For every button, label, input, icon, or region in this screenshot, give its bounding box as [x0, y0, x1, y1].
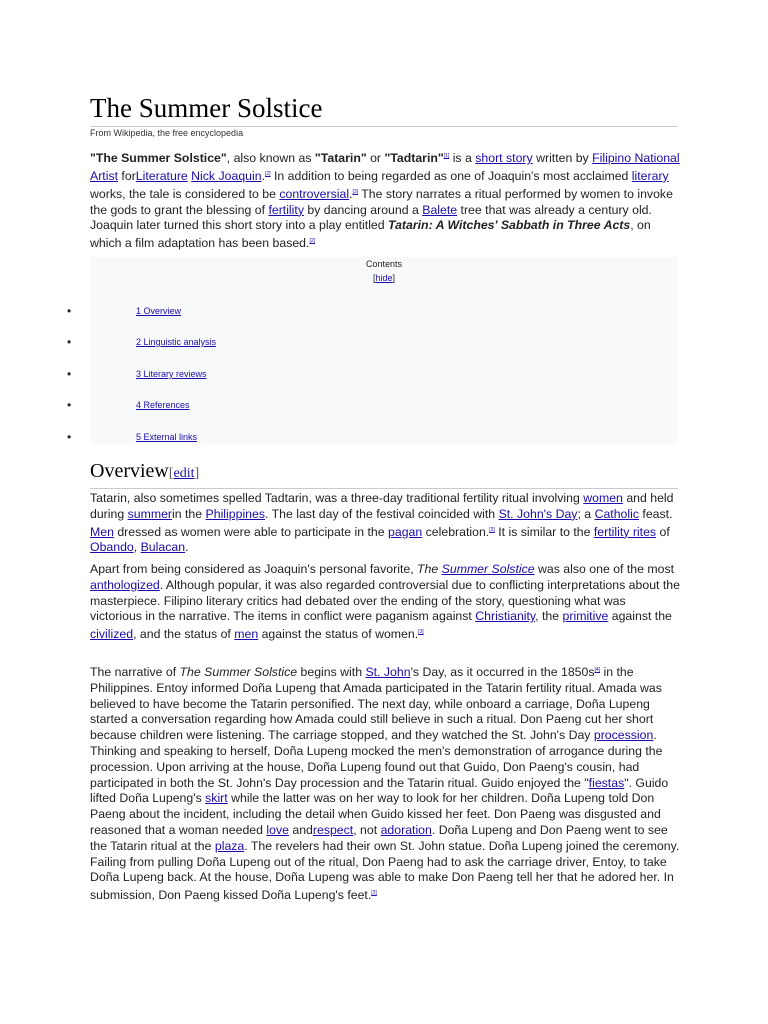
link-anthologized[interactable]: anthologized [90, 577, 160, 592]
link-christianity[interactable]: Christianity [475, 609, 536, 624]
bullet-icon: • [67, 430, 72, 444]
overview-paragraph-3: The narrative of The Summer Solstice begins with St. John's Day, as it occurred in the 1850s[4] in the Philippines. Entoy informed Doña Lupeng that Amada participated in the Tatarin fertility ritual. Amada was believed to have become the Tatarin personified. The next day, while onboard a carriage, Doña Lupeng started a conversation regarding how Amada could still believe in such a ritual. Don Paeng cut her short because children were listening. The carriage stopped, and they watched the St. John's Day procession. Thinking and speaking to herself, Doña Lupeng mocked the men's demonstration of arrogance during the procession. Upon arriving at the house, Doña Lupeng found out that Guido, Don Paeng's cousin, had participated in both the St. John's Day procession and the Tatarin ritual. Guido enjoyed the "fiestas". Guido lifted Doña Lupeng's skirt while the latter was on her way to look for her children. Doña Lupeng told Don Paeng about the incident, including the detail when Guido kissed her feet. Don Paeng was disgusted and reasoned that a woman needed love andrespect, not adoration. Doña Lupeng and Don Paeng went to see the Tatarin ritual at the plaza. The revelers had their own St. John statue. Doña Lupeng joined the ceremony. Failing from pulling Doña Lupeng out of the ritual, Don Paeng had to ask the carriage driver, Entoy, to take Doña Lupeng back. At the house, Doña Lupeng was able to make Don Paeng tell her that he adored her. In submission, Don Paeng kissed Doña Lupeng's feet.[3] [90, 665, 680, 903]
intro-text: . [349, 186, 353, 201]
link-literary[interactable]: literary [631, 168, 669, 183]
intro-text: for [118, 168, 136, 183]
section-heading-overview: Overview[edit] [90, 458, 678, 489]
tagline: From Wikipedia, the free encyclopedia [90, 128, 244, 138]
intro-text: In addition to being regarded as one of Joaquin's most acclaimed [270, 168, 632, 183]
link-fertility[interactable]: fertility [268, 202, 304, 217]
link-short-story[interactable]: short story [475, 151, 533, 166]
link-st-john[interactable]: St. John [365, 665, 411, 680]
bullet-icon: • [67, 304, 72, 318]
edit-section: [edit] [168, 466, 200, 481]
link-love[interactable]: love [266, 823, 289, 838]
reference-link[interactable]: [2] [309, 238, 316, 245]
toc-link-linguistic-analysis[interactable]: 2 Linguistic analysis [136, 337, 217, 347]
intro-text: written by [532, 151, 593, 166]
link-summer-solstice[interactable]: Summer Solstice [441, 562, 535, 576]
link-balete[interactable]: Balete [422, 202, 458, 217]
link-skirt[interactable]: skirt [205, 791, 228, 806]
link-men[interactable]: Men [90, 524, 114, 539]
overview-paragraph-2: Apart from being considered as Joaquin's personal favorite, The Summer Solstice was also one of the most anthologized. Although popular, it was also regarded controversial due to conflicting interpretations about the masterpiece. Filipino literary critics had debated over the ending of the story, questioning what was victorious in the narrative. The items in conflict were paganism against Christianity, the primitive against the civilized, and the status of men against the status of women.[3] [90, 562, 680, 642]
link-nick-joaquin[interactable]: Nick Joaquin [191, 168, 262, 183]
intro-text: is a [449, 151, 476, 166]
link-pagan[interactable]: pagan [388, 524, 423, 539]
link-filipino-national-artist[interactable]: Filipino National Artist [90, 151, 680, 183]
link-controversial[interactable]: controversial [279, 186, 350, 201]
toc-title: Contents [365, 259, 403, 269]
intro-paragraph [90, 149, 680, 252]
edit-link[interactable]: edit [173, 466, 195, 481]
link-philippines[interactable]: Philippines [205, 506, 266, 521]
reference-link[interactable]: [3] [418, 629, 424, 636]
intro-text: . [261, 168, 265, 183]
intro-text: works, the tale is considered to be [90, 186, 280, 201]
link-respect[interactable]: respect [312, 823, 354, 838]
table-of-contents [67, 257, 678, 444]
play-title: Tatarin: A Witches' Sabbath in Three Acts [388, 218, 631, 233]
link-fertility-rites[interactable]: fertility rites [593, 524, 657, 539]
link-fiestas[interactable]: fiestas [588, 775, 625, 790]
link-plaza[interactable]: plaza [214, 838, 245, 853]
bullet-icon: • [67, 335, 72, 349]
link-procession[interactable]: procession [593, 728, 654, 743]
intro-text: , also known as [226, 151, 315, 166]
reference-link[interactable]: [4] [594, 667, 601, 673]
link-catholic[interactable]: Catholic [594, 506, 639, 521]
reference-link[interactable]: [3] [352, 188, 359, 195]
alt-title-tadtarin: "Tadtarin" [384, 151, 444, 166]
link-civilized[interactable]: civilized [90, 627, 134, 642]
article-title-bold: "The Summer Solstice" [90, 151, 227, 166]
link-men-2[interactable]: men [234, 627, 259, 642]
page-title: The Summer Solstice [90, 92, 678, 127]
toc-link-external-links[interactable]: 5 External links [136, 432, 198, 442]
bullet-icon: • [67, 367, 72, 381]
reference-link[interactable]: [2] [265, 170, 271, 177]
link-adoration[interactable]: adoration [380, 823, 432, 838]
toc-hide-link[interactable]: hide [375, 273, 393, 283]
overview-paragraph-1: Tatarin, also sometimes spelled Tadtarin, was a three-day traditional fertility ritual involving women and held during summerin the Philippines. The last day of the festival coincided with St. John's Day; a Catholic feast. Men dressed as women were able to participate in the pagan celebration.[3] It is similar to the fertility rites of Obando, Bulacan. [90, 491, 674, 555]
link-summer[interactable]: summer [127, 506, 173, 521]
toc-link-literary-reviews[interactable]: 3 Literary reviews [136, 369, 207, 379]
alt-title-tatarin: "Tatarin" [314, 151, 367, 166]
reference-link[interactable]: [1] [443, 153, 450, 159]
link-obando[interactable]: Obando [90, 540, 134, 555]
toc-link-overview[interactable]: 1 Overview [136, 306, 182, 316]
bullet-icon: • [67, 398, 72, 412]
intro-text: , on which a film adaptation has been based. [90, 218, 651, 251]
intro-text: or [366, 151, 385, 166]
link-bulacan[interactable]: Bulacan [140, 540, 186, 555]
link-primitive[interactable]: primitive [562, 609, 609, 624]
reference-link[interactable]: [3] [489, 526, 495, 533]
intro-text: The story narrates a ritual performed by women to invoke the gods to grant the blessing of [90, 186, 673, 217]
intro-text: by dancing around a [303, 202, 423, 217]
reference-link[interactable]: [3] [371, 890, 377, 897]
link-women[interactable]: women [583, 491, 623, 505]
link-st-johns-day[interactable]: St. John's Day [498, 506, 578, 521]
toc-link-references[interactable]: 4 References [136, 400, 190, 410]
intro-text: tree that was already a century old. Joaquin later turned this short story into a play entitled [90, 202, 652, 233]
link-literature[interactable]: Literature [135, 168, 188, 183]
toc-hide-toggle: [hide] [372, 273, 396, 283]
